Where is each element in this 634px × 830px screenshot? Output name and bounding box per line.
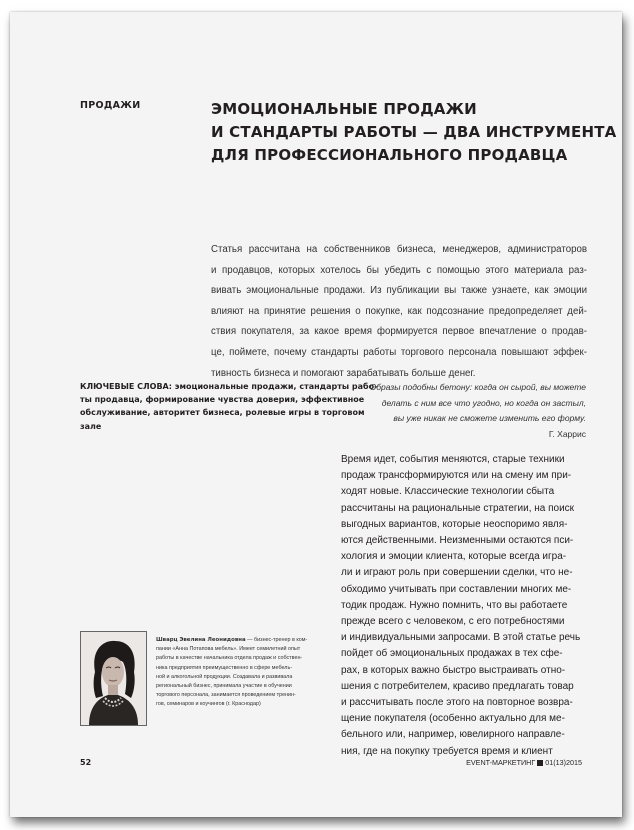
lead-line: влияют на принятие решения о покупке, как подсознание предопределяет дей-: [211, 305, 587, 317]
article-lead: [211, 240, 587, 384]
body-line: обходимо учитывать при составлении многих ме-: [341, 583, 572, 595]
bio-line: пании «Анна Потапова мебель». Имеет семилетний опыт: [156, 646, 301, 653]
lead-line: ствия покупателя, за какое время формируется первое впечатление о продав-: [211, 326, 587, 338]
bio-line: ника предприятия преимущественно в сфере мебель-: [156, 664, 293, 671]
body-line: ются действенными. Неизменными остаются пси-: [341, 535, 574, 547]
bio-line: гов, семинаров и коучингов (г. Краснодар): [156, 701, 261, 708]
body-line: и индивидуальными запросами. В этой статье речь: [341, 632, 581, 644]
body-line: ходят новые. Классические технологии сбыта: [341, 486, 555, 498]
page-number: 52: [80, 758, 92, 767]
body-line: шения с потребителем, красиво предлагать товар: [341, 680, 574, 692]
body-line: ния, где на покупку требуется время и клиент: [341, 745, 553, 757]
body-line: рах, в которых важно быстро выстраивать отно-: [341, 664, 566, 676]
bio-line-first: [156, 636, 336, 645]
section-label: ПРОДАЖИ: [80, 100, 141, 111]
author-name: Шварц Эвелина Леонидовна: [156, 637, 246, 643]
epigraph-line: Образы подобны бетону: когда он сырой, вы можете: [369, 382, 586, 392]
body-line: тодик продаж. Нужно помнить, что вы работаете: [341, 599, 568, 611]
article-headline: [211, 98, 617, 167]
keywords-block: [80, 380, 378, 433]
keywords-line: ты продавца, формирование чувства доверия, эффективное: [80, 395, 365, 405]
epigraph-quote: [350, 380, 586, 427]
square-separator-icon: [537, 760, 543, 766]
body-line: щение покупателя (особенно актуально для ме-: [341, 713, 565, 725]
headline-line: ДЛЯ ПРОФЕССИОНАЛЬНОГО ПРОДАВЦА: [211, 146, 568, 164]
bio-line: региональный бизнес, принимала участие в обучении: [156, 683, 292, 690]
magazine-page: [10, 12, 622, 817]
body-line: продаж трансформируются или на смену им при-: [341, 470, 572, 482]
author-portrait-image: [81, 632, 146, 725]
lead-line: це, поймете, почему стандарты работы торгового персонала повышают эффек-: [211, 346, 587, 358]
body-line: Время идет, события меняются, старые техники: [341, 454, 565, 465]
body-line: ли и играют роль при совершении сделки, что не-: [341, 567, 573, 579]
bio-line: торгового персонала, занимается проведением тренин-: [156, 692, 296, 699]
bio-text: — бизнес-тренер в ком-: [245, 637, 308, 643]
bio-line: ной и алкогольной продукции. Создавала и развивала: [156, 673, 293, 680]
keywords-line: КЛЮЧЕВЫЕ СЛОВА: эмоциональные продажи, стандарты рабо-: [80, 382, 378, 391]
body-line: рассчитаны на рациональные стратегии, на поиск: [341, 502, 575, 514]
body-line: хология и эмоции клиента, которые всегда игра-: [341, 551, 567, 563]
body-line: прежде всего с человеком, с его потребностями: [341, 616, 565, 628]
bio-line: работы в качестве начальника отдела продаж и собствен-: [156, 655, 303, 662]
lead-line: вивать эмоциональные продажи. Из публикации вы также узнаете, как эмоции: [211, 285, 587, 297]
epigraph-line: вы уже никак не сможете изменить его форму.: [393, 413, 586, 424]
body-line: пойдет об эмоциональных продажах в тех сфе-: [341, 648, 563, 660]
keywords-line: зале: [80, 421, 102, 431]
lead-line: тивность бизнеса и помогают зарабатывать больше денег.: [211, 367, 476, 379]
body-line: и рассчитывать после этого на повторное возвра-: [341, 697, 573, 709]
lead-line: и продавцов, которых хотелось бы убедить с помощью этого материала раз-: [211, 264, 587, 276]
body-line: выгодных вариантов, которые неоспоримо явля-: [341, 518, 568, 530]
journal-footer: [466, 758, 582, 767]
article-body: [341, 452, 591, 760]
issue-number: 01(13)2015: [545, 758, 582, 767]
epigraph-author: Г. Харрис: [548, 429, 586, 440]
author-bio: [156, 636, 336, 710]
lead-line: Статья рассчитана на собственников бизнеса, менеджеров, администраторов: [211, 244, 587, 255]
journal-name: EVENT-МАРКЕТИНГ: [466, 758, 536, 767]
author-photo: [80, 631, 147, 726]
epigraph: [350, 380, 586, 443]
epigraph-line: делать с ним все что угодно, но когда он застыл,: [381, 397, 586, 408]
body-line: бельного или, например, ювелирного направле-: [341, 729, 565, 741]
keywords-line: обслуживание, авторитет бизнеса, ролевые игры в торговом: [80, 408, 365, 418]
headline-line: И СТАНДАРТЫ РАБОТЫ — ДВА ИНСТРУМЕНТА: [211, 123, 617, 141]
headline-line: ЭМОЦИОНАЛЬНЫЕ ПРОДАЖИ: [211, 100, 477, 118]
